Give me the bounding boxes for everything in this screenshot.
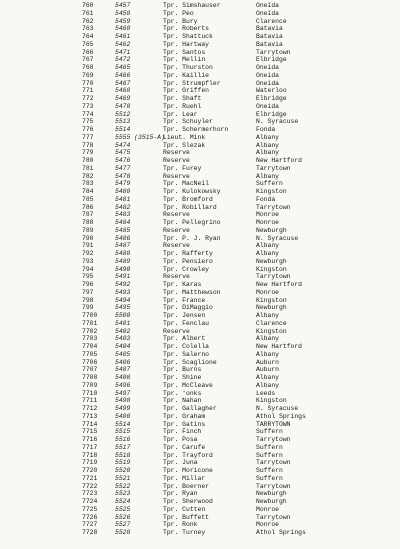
badge-number: 5491 [115, 273, 131, 281]
entry-number: 7704 [82, 343, 98, 350]
station-post: Suffern [256, 180, 283, 188]
trooper-name: Tpr. Pensiero [163, 257, 213, 265]
station-post: Newburgh [256, 226, 287, 234]
trooper-name: Tpr. Pellegrino [163, 219, 221, 226]
station-post: Oneida [256, 79, 280, 87]
station-post: Newburgh [256, 490, 287, 498]
entry-number: 788 [82, 219, 94, 226]
station-post: Oneida [256, 102, 280, 110]
station-post: N. Syracuse [256, 234, 299, 242]
entry-number: 764 [82, 33, 94, 40]
station-post: Kingston [256, 327, 287, 335]
badge-number: 5484 [115, 219, 131, 226]
station-post: Tarrytown [256, 203, 291, 211]
badge-number: 5476 [115, 157, 131, 164]
entry-number: 787 [82, 211, 94, 219]
entry-number: 771 [82, 87, 94, 95]
station-post: Oneida [256, 9, 280, 17]
entry-number: 779 [82, 149, 94, 157]
trooper-name: Tpr. Burns [163, 366, 202, 374]
trooper-name: Reserve [163, 242, 190, 250]
badge-number: 5519 [115, 459, 131, 467]
station-post: Suffern [256, 451, 283, 459]
badge-number: 5514 [115, 126, 131, 133]
badge-number: 5513 [115, 118, 131, 126]
station-post: Tarrytown [256, 48, 291, 56]
station-post: Kingston [256, 296, 287, 304]
trooper-name: Tpr. Karas [163, 281, 202, 288]
trooper-name: Tpr. McCleave [163, 381, 213, 389]
trooper-name: Tpr. Kaillie [163, 71, 210, 79]
badge-number: 5518 [115, 451, 131, 459]
trooper-name: Tpr. Posa [163, 436, 198, 443]
trooper-name: Tpr. Shine [163, 374, 202, 381]
badge-number: 5471 [115, 48, 131, 56]
entry-number: 768 [82, 64, 94, 71]
station-post: Tarrytown [256, 164, 291, 172]
station-post: Albany [256, 250, 280, 257]
badge-number: 5490 [115, 265, 131, 273]
badge-number: 5487 [115, 242, 131, 250]
trooper-name: Tpr. Bromford [163, 195, 213, 203]
trooper-name: Tpr. Graham [163, 412, 206, 420]
badge-number: 5512 [115, 110, 131, 118]
badge-number: 5494 [115, 296, 131, 304]
trooper-name: Tpr. Gatins [163, 420, 206, 428]
badge-number: 5524 [115, 498, 131, 505]
trooper-name: Reserve [163, 226, 190, 234]
entry-number: 7707 [82, 366, 98, 374]
badge-number: 5462 [115, 40, 131, 48]
entry-number: 777 [82, 133, 94, 141]
station-post: Kingston [256, 397, 287, 405]
station-post: N. Syracuse [256, 118, 299, 126]
entry-number: 7726 [82, 513, 98, 521]
badge-number: 5406 [115, 358, 131, 366]
station-post: Newburgh [256, 498, 287, 505]
entry-number: 7723 [82, 490, 98, 498]
entry-number: 782 [82, 172, 94, 180]
badge-number: 5466 [115, 71, 131, 79]
trooper-name: Reserve [163, 211, 190, 219]
entry-number: 767 [82, 56, 94, 64]
trooper-name: Tpr. Carufe [163, 443, 206, 451]
badge-number: 5403 [115, 335, 131, 343]
trooper-name: Tpr. Cutten [163, 505, 206, 513]
entry-number: 797 [82, 288, 94, 296]
station-post: Monroe [256, 505, 280, 513]
trooper-name: Tpr. Jensen [163, 312, 206, 319]
trooper-name: Lieut. Mink [163, 133, 206, 141]
badge-number: 5402 [115, 327, 131, 335]
station-post: N. Syracuse [256, 405, 299, 412]
entry-number: 7710 [82, 389, 98, 397]
trooper-name: Reserve [163, 273, 190, 281]
station-post: Suffern [256, 474, 283, 482]
station-post: Clarence [256, 319, 287, 327]
entry-number: 7715 [82, 428, 98, 436]
trooper-name: Tpr. Santos [163, 48, 206, 56]
trooper-name: Tpr. Scaglione [163, 358, 217, 366]
station-post: Tarrytown [256, 436, 291, 443]
entry-number: 784 [82, 188, 94, 195]
badge-number: 5460 [115, 25, 131, 33]
badge-number: 5520 [115, 467, 131, 474]
trooper-name: Tpr. Moricone [163, 467, 213, 474]
entry-number: 780 [82, 157, 94, 164]
trooper-name: Tpr. Matthewson [163, 288, 221, 296]
trooper-name: Tpr. Finch [163, 428, 202, 436]
trooper-name: Tpr. Peo [163, 9, 194, 17]
station-post: Newburgh [256, 257, 287, 265]
trooper-name: Tpr. Lear [163, 110, 198, 118]
entry-number: 7724 [82, 498, 98, 505]
entry-number: 793 [82, 257, 94, 265]
badge-number: 5517 [115, 443, 131, 451]
trooper-name: Tpr. Thurston [163, 64, 213, 71]
station-post: TARRYTOWN [256, 420, 291, 428]
entry-number: 792 [82, 250, 94, 257]
trooper-name: Tpr. Furey [163, 164, 202, 172]
trooper-name: Tpr. Turney [163, 529, 206, 536]
trooper-name: Tpr. Simshauser [163, 2, 221, 9]
entry-number: 7727 [82, 521, 98, 529]
badge-number: 5499 [115, 405, 131, 412]
badge-number: 5526 [115, 513, 131, 521]
trooper-name: Reserve [163, 157, 190, 164]
entry-number: 7716 [82, 436, 98, 443]
badge-number: 5401 [115, 319, 131, 327]
station-post: Albany [256, 350, 280, 358]
trooper-name: Tpr. Millar [163, 474, 206, 482]
entry-number: 7728 [82, 529, 98, 536]
station-post: Albany [256, 172, 280, 180]
station-post: Leeds [256, 389, 276, 397]
badge-number: 5514 [115, 420, 131, 428]
trooper-name: Tpr. Bury [163, 17, 198, 25]
entry-number: 7709 [82, 381, 98, 389]
badge-number: 5500 [115, 312, 131, 319]
trooper-name: Reserve [163, 149, 190, 157]
entry-number: 791 [82, 242, 94, 250]
station-post: Albany [256, 374, 280, 381]
badge-number: 5498 [115, 397, 131, 405]
entry-number: 785 [82, 195, 94, 203]
badge-number: 5555 (3515-A) [115, 133, 165, 141]
trooper-name: Tpr. Strumpfler [163, 79, 221, 87]
badge-number: 5467 [115, 79, 131, 87]
entry-number: 7718 [82, 451, 98, 459]
entry-number: 783 [82, 180, 94, 188]
entry-number: 769 [82, 71, 94, 79]
station-post: Suffern [256, 467, 283, 474]
entry-number: 774 [82, 110, 94, 118]
trooper-name: Tpr. Ruehl [163, 102, 202, 110]
trooper-name: Tpr. Trayford [163, 451, 213, 459]
entry-number: 794 [82, 265, 94, 273]
trooper-name: Tpr. MacNeil [163, 180, 210, 188]
badge-number: 5477 [115, 164, 131, 172]
station-post: Tarrytown [256, 482, 291, 490]
entry-number: 762 [82, 17, 94, 25]
entry-number: 7708 [82, 374, 98, 381]
station-post: New Hartford [256, 343, 303, 350]
entry-number: 765 [82, 40, 94, 48]
badge-number: 5405 [115, 350, 131, 358]
station-post: Suffern [256, 428, 283, 436]
trooper-name: Reserve [163, 172, 190, 180]
entry-number: 799 [82, 304, 94, 312]
badge-number: 5486 [115, 234, 131, 242]
entry-number: 7711 [82, 397, 98, 405]
badge-number: 5485 [115, 226, 131, 234]
entry-number: 7714 [82, 420, 98, 428]
badge-number: 5474 [115, 141, 131, 149]
entry-number: 789 [82, 226, 94, 234]
station-post: Tarrytown [256, 513, 291, 521]
station-post: Oneida [256, 64, 280, 71]
badge-number: 5465 [115, 64, 131, 71]
entry-number: 790 [82, 234, 94, 242]
station-post: Fonda [256, 126, 276, 133]
trooper-name: Tpr. Crowley [163, 265, 210, 273]
entry-number: 7706 [82, 358, 98, 366]
badge-number: 5461 [115, 33, 131, 40]
trooper-name: Tpr. Salerno [163, 350, 210, 358]
trooper-name: Tpr. Juna [163, 459, 198, 467]
entry-number: 7725 [82, 505, 98, 513]
trooper-name: Tpr. Ronk [163, 521, 198, 529]
entry-number: 7721 [82, 474, 98, 482]
station-post: Batavia [256, 40, 283, 48]
entry-number: 7700 [82, 312, 98, 319]
station-post: Albany [256, 149, 280, 157]
station-post: Monroe [256, 211, 280, 219]
entry-number: 773 [82, 102, 94, 110]
station-post: Auburn [256, 358, 280, 366]
trooper-name: Tpr. Fenclau [163, 319, 210, 327]
badge-number: 5468 [115, 87, 131, 95]
station-post: Suffern [256, 443, 283, 451]
trooper-name: Tpr. Mellin [163, 56, 206, 64]
trooper-name: Tpr. Ryan [163, 490, 198, 498]
badge-number: 5528 [115, 529, 131, 536]
badge-number: 5525 [115, 505, 131, 513]
badge-number: 5488 [115, 250, 131, 257]
station-post: Athol Springs [256, 529, 306, 536]
entry-number: 7717 [82, 443, 98, 451]
trooper-name: Reserve [163, 327, 190, 335]
station-post: Athol Springs [256, 412, 306, 420]
trooper-name: Tpr. Albert [163, 335, 206, 343]
badge-number: 5458 [115, 9, 131, 17]
station-post: Auburn [256, 366, 280, 374]
station-post: Elbridge [256, 56, 287, 64]
badge-number: 5527 [115, 521, 131, 529]
trooper-name: Tpr. Shattuck [163, 33, 213, 40]
trooper-name: Tpr. Griffen [163, 87, 210, 95]
trooper-name: Tpr. Buffett [163, 513, 210, 521]
trooper-name: Tpr. Robillard [163, 203, 217, 211]
station-post: Clarence [256, 17, 287, 25]
badge-number: 5496 [115, 381, 131, 389]
station-post: Monroe [256, 219, 280, 226]
station-post: Batavia [256, 25, 283, 33]
badge-number: 5475 [115, 149, 131, 157]
station-post: Oneida [256, 71, 280, 79]
entry-number: 761 [82, 9, 94, 17]
badge-number: 5469 [115, 95, 131, 102]
entry-number: 776 [82, 126, 94, 133]
station-post: Kingston [256, 188, 287, 195]
entry-number: 7703 [82, 335, 98, 343]
trooper-name: Tpr. DiMaggio [163, 304, 213, 312]
badge-number: 5521 [115, 474, 131, 482]
entry-number: 7702 [82, 327, 98, 335]
entry-number: 775 [82, 118, 94, 126]
entry-number: 7719 [82, 459, 98, 467]
trooper-name: Tpr. 'onks [163, 389, 202, 397]
badge-number: 5489 [115, 257, 131, 265]
badge-number: 5483 [115, 211, 131, 219]
trooper-name: Tpr. Gallagher [163, 405, 217, 412]
badge-number: 5515 [115, 428, 131, 436]
badge-number: 5497 [115, 389, 131, 397]
station-post: Newburgh [256, 304, 287, 312]
station-post: New Hartford [256, 281, 303, 288]
trooper-name: Tpr. Kulokowsky [163, 188, 221, 195]
entry-number: 781 [82, 164, 94, 172]
badge-number: 5481 [115, 195, 131, 203]
trooper-name: Tpr. Rafferty [163, 250, 213, 257]
entry-number: 7712 [82, 405, 98, 412]
station-post: Albany [256, 335, 280, 343]
entry-number: 795 [82, 273, 94, 281]
station-post: Albany [256, 381, 280, 389]
station-post: Albany [256, 141, 280, 149]
station-post: Monroe [256, 288, 280, 296]
station-post: Albany [256, 312, 280, 319]
trooper-name: Tpr. Shaft [163, 95, 202, 102]
badge-number: 5404 [115, 343, 131, 350]
entry-number: 786 [82, 203, 94, 211]
trooper-name: Tpr. Colella [163, 343, 210, 350]
trooper-name: Tpr. Hartway [163, 40, 210, 48]
badge-number: 5472 [115, 56, 131, 64]
trooper-name: Tpr. Schuyler [163, 118, 213, 126]
station-post: Batavia [256, 33, 283, 40]
trooper-name: Tpr. Sherwood [163, 498, 213, 505]
station-post: New Hartford [256, 157, 303, 164]
station-post: Kingston [256, 265, 287, 273]
badge-number: 5459 [115, 17, 131, 25]
trooper-name: Tpr. Schermerhorn [163, 126, 229, 133]
entry-number: 7720 [82, 467, 98, 474]
entry-number: 7701 [82, 319, 98, 327]
badge-number: 5523 [115, 490, 131, 498]
trooper-name: Tpr. Roberts [163, 25, 210, 33]
entry-number: 796 [82, 281, 94, 288]
station-post: Fonda [256, 195, 276, 203]
badge-number: 5479 [115, 180, 131, 188]
entry-number: 778 [82, 141, 94, 149]
entry-number: 7705 [82, 350, 98, 358]
entry-number: 7713 [82, 412, 98, 420]
station-post: Tarrytown [256, 459, 291, 467]
badge-number: 5457 [115, 2, 131, 9]
badge-number: 5400 [115, 412, 131, 420]
trooper-name: Tpr. Boerner [163, 482, 210, 490]
entry-number: 763 [82, 25, 94, 33]
badge-number: 5408 [115, 374, 131, 381]
entry-number: 770 [82, 79, 94, 87]
station-post: Oneida [256, 2, 280, 9]
badge-number: 5495 [115, 304, 131, 312]
entry-number: 772 [82, 95, 94, 102]
badge-number: 5470 [115, 102, 131, 110]
badge-number: 5493 [115, 288, 131, 296]
station-post: Albany [256, 242, 280, 250]
badge-number: 5516 [115, 436, 131, 443]
entry-number: 7722 [82, 482, 98, 490]
station-post: Tarrytown [256, 273, 291, 281]
badge-number: 5407 [115, 366, 131, 374]
entry-number: 766 [82, 48, 94, 56]
trooper-name: Tpr. P. J. Ryan [163, 234, 221, 242]
badge-number: 5492 [115, 281, 131, 288]
badge-number: 5482 [115, 203, 131, 211]
trooper-name: Tpr. Slezak [163, 141, 206, 149]
station-post: Monroe [256, 521, 280, 529]
entry-number: 760 [82, 2, 94, 9]
trooper-name: Tpr. France [163, 296, 206, 304]
station-post: Elbridge [256, 95, 287, 102]
station-post: Albany [256, 133, 280, 141]
badge-number: 5480 [115, 188, 131, 195]
station-post: Elbridge [256, 110, 287, 118]
entry-number: 798 [82, 296, 94, 304]
badge-number: 5522 [115, 482, 131, 490]
badge-number: 5478 [115, 172, 131, 180]
trooper-name: Tpr. Nahan [163, 397, 202, 405]
station-post: Waterloo [256, 87, 287, 95]
